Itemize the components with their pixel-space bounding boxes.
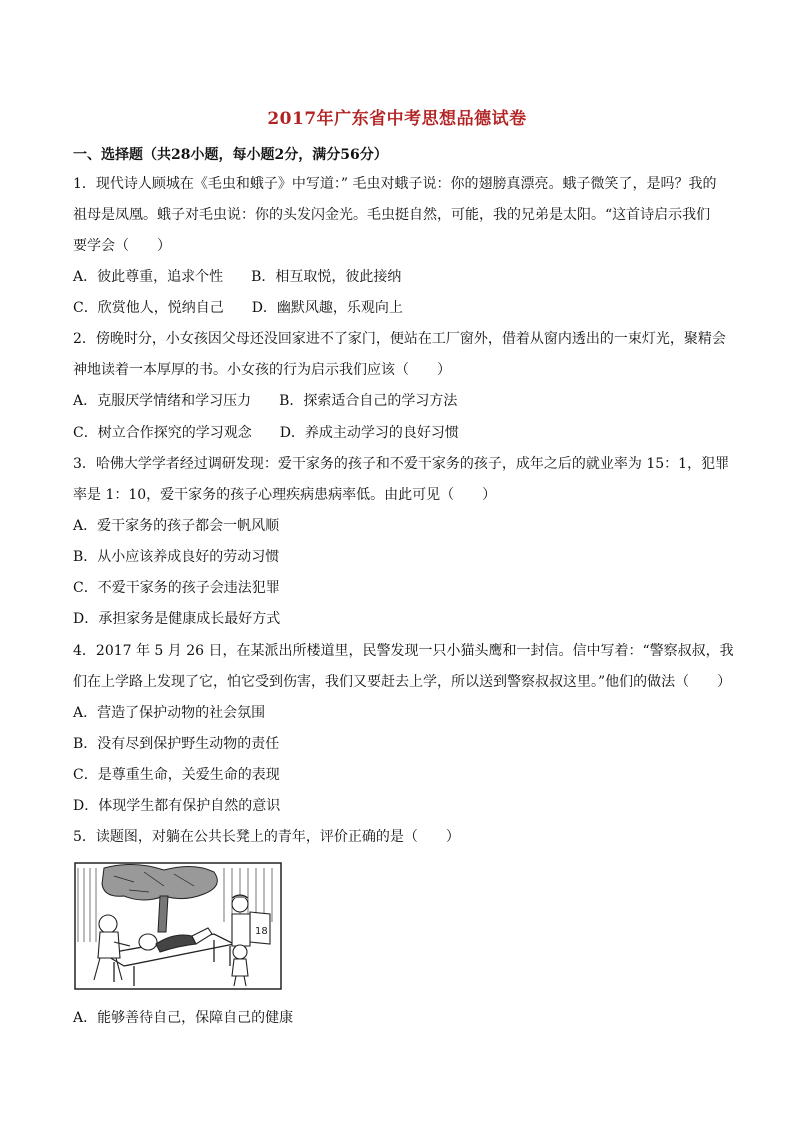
svg-text:18: 18 — [255, 926, 268, 937]
question-4-option-c: C．是尊重生命，关爱生命的表现 — [73, 767, 280, 783]
question-1-options-ab: A．彼此尊重，追求个性 B．相互取悦，彼此接纳 — [73, 269, 402, 285]
page-title: 2017年广东省中考思想品德试卷 — [267, 109, 527, 129]
question-2-stem-line-1: 2．傍晚时分，小女孩因父母还没回家进不了家门，便站在工厂窗外，借着从窗内透出的一束灯光，聚精会 — [73, 331, 726, 347]
question-4-option-b: B．没有尽到保护野生动物的责任 — [73, 736, 280, 752]
question-2-options-cd: C．树立合作探究的学习观念 D．养成主动学习的良好习惯 — [73, 425, 459, 441]
question-5-option-a: A．能够善待自己，保障自己的健康 — [73, 1010, 294, 1026]
question-3-stem-line-1: 3．哈佛大学学者经过调研发现：爱干家务的孩子和不爱干家务的孩子，成年之后的就业率为 15：1，犯罪 — [73, 456, 730, 472]
question-2-stem-line-2: 神地读着一本厚厚的书。小女孩的行为启示我们应该（ ） — [73, 362, 451, 378]
question-5-stem-line-1: 5．读题图，对躺在公共长凳上的青年，评价正确的是（ ） — [73, 829, 460, 845]
question-1-stem-line-2: 祖母是凤凰。蛾子对毛虫说：你的头发闪金光。毛虫挺自然，可能，我的兄弟是太阳。“这首诗启示我们 — [73, 207, 711, 223]
question-1-options-cd: C．欣赏他人，悦纳自己 D．幽默风趣，乐观向上 — [73, 300, 403, 316]
question-3-stem-line-2: 率是 1：10，爱干家务的孩子心理疾病患病率低。由此可见（ ） — [73, 487, 497, 503]
section-heading: 一、选择题（共28小题，每小题2分，满分56分） — [73, 147, 388, 163]
question-4-option-d: D．体现学生都有保护自然的意识 — [73, 798, 281, 814]
question-2-options-ab: A．克服厌学情绪和学习压力 B．探索适合自己的学习方法 — [73, 393, 458, 409]
question-1-stem-line-3: 要学会（ ） — [73, 238, 171, 254]
question-1-stem-line-1: 1．现代诗人顾城在《毛虫和蛾子》中写道：” 毛虫对蛾子说：你的翅膀真漂亮。蛾子微笑了，是吗？我的 — [73, 176, 717, 192]
question-4-option-a: A．营造了保护动物的社会氛围 — [73, 705, 266, 721]
question-4-stem-line-2: 们在上学路上发现了它，怕它受到伤害，我们又要赶去上学，所以送到警察叔叔这里。”他们的做法（ ） — [73, 674, 732, 690]
question-3-option-d: D．承担家务是健康成长最好方式 — [73, 611, 281, 627]
question-4-stem-line-1: 4．2017 年 5 月 26 日，在某派出所楼道里，民警发现一只小猫头鹰和一封信。信中写着：“警察叔叔，我 — [73, 643, 734, 659]
question-3-option-b: B．从小应该养成良好的劳动习惯 — [73, 549, 280, 565]
tree-trunk — [158, 896, 168, 932]
question-3-option-c: C．不爱干家务的孩子会违法犯罪 — [73, 580, 280, 596]
question-3-option-a: A．爱干家务的孩子都会一帆风顺 — [73, 518, 280, 534]
cartoon-illustration — [74, 862, 282, 990]
